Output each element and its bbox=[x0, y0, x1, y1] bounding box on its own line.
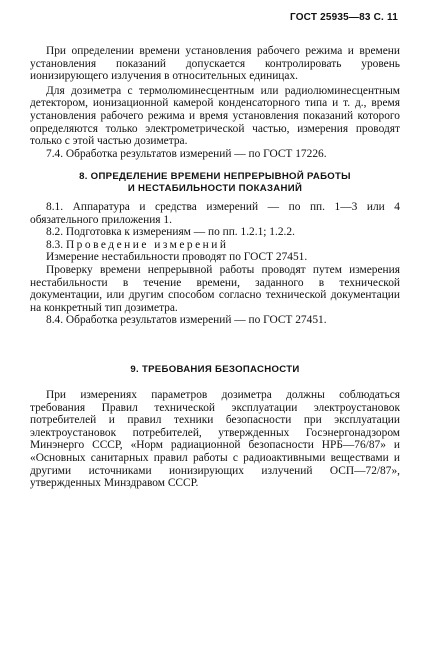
section-9 bbox=[30, 364, 400, 376]
paragraph-measurement-units: При определении времени установления рабочего режима и времени установления показаний допускается контролировать уровень ионизирующего излучения в относительных единицах. bbox=[30, 45, 400, 83]
section-8-body bbox=[30, 201, 400, 327]
section-8-title-line1: 8. ОПРЕДЕЛЕНИЕ ВРЕМЕНИ НЕПРЕРЫВНОЙ РАБОТЫ bbox=[79, 171, 351, 182]
item-8-2: 8.2. Подготовка к измерениям — по пп. 1.2.1; 1.2.2. bbox=[46, 226, 295, 239]
item-8-3-title: Проведение измерений bbox=[65, 238, 229, 251]
paragraph-continuous-check: Проверку времени непрерывной работы проводят путем измерения нестабильности в течение времени, заданного в технической документации, или другим способом согласно технической документации на конкретный тип дозиметра. bbox=[30, 263, 400, 314]
item-8-4: 8.4. Обработка результатов измерений — по ГОСТ 27451. bbox=[46, 314, 327, 327]
item-7-4: 7.4. Обработка результатов измерений — по ГОСТ 17226. bbox=[46, 147, 327, 160]
text-block-7 bbox=[30, 45, 400, 160]
section-9-title: 9. ТРЕБОВАНИЯ БЕЗОПАСНОСТИ bbox=[130, 364, 300, 375]
item-8-3-text: Измерение нестабильности проводят по ГОСТ 27451. bbox=[46, 251, 308, 264]
paragraph-thermoluminescent: Для дозиметра с термолюминесцентным или радиолюминесцентным детектором, ионизационной камерой конденсаторного типа и т. д., время установления рабочего режима и время установления показаний которого определяются только электрометрической частью, измерения проводят только с этой частью дозиметра. bbox=[30, 84, 400, 148]
page-header: ГОСТ 25935—83 С. 11 bbox=[289, 12, 398, 23]
section-8 bbox=[30, 171, 400, 195]
section-9-body bbox=[30, 389, 400, 490]
section-8-title-line2: И НЕСТАБИЛЬНОСТИ ПОКАЗАНИЙ bbox=[127, 183, 303, 194]
item-8-1: 8.1. Аппаратура и средства измерений — по пп. 1—3 или 4 обязательного приложения 1. bbox=[30, 201, 400, 226]
item-8-3-number: 8.3. bbox=[46, 238, 64, 251]
paragraph-safety: При измерениях параметров дозиметра должны соблюдаться требования Правил технической эксплуатации электроустановок потребителей и правил техники безопасности при эксплуатации электроустановок потребителей, утвержденных Госэнергонадзором Минэнерго СССР, «Норм радиационной безопасности НРБ—76/87» и «Основных санитарных правил работы с радиоактивными веществами и другими источниками ионизирующих излучений ОСП—72/87», утвержденных Минздравом СССР. bbox=[30, 389, 400, 490]
item-8-3 bbox=[30, 239, 400, 252]
